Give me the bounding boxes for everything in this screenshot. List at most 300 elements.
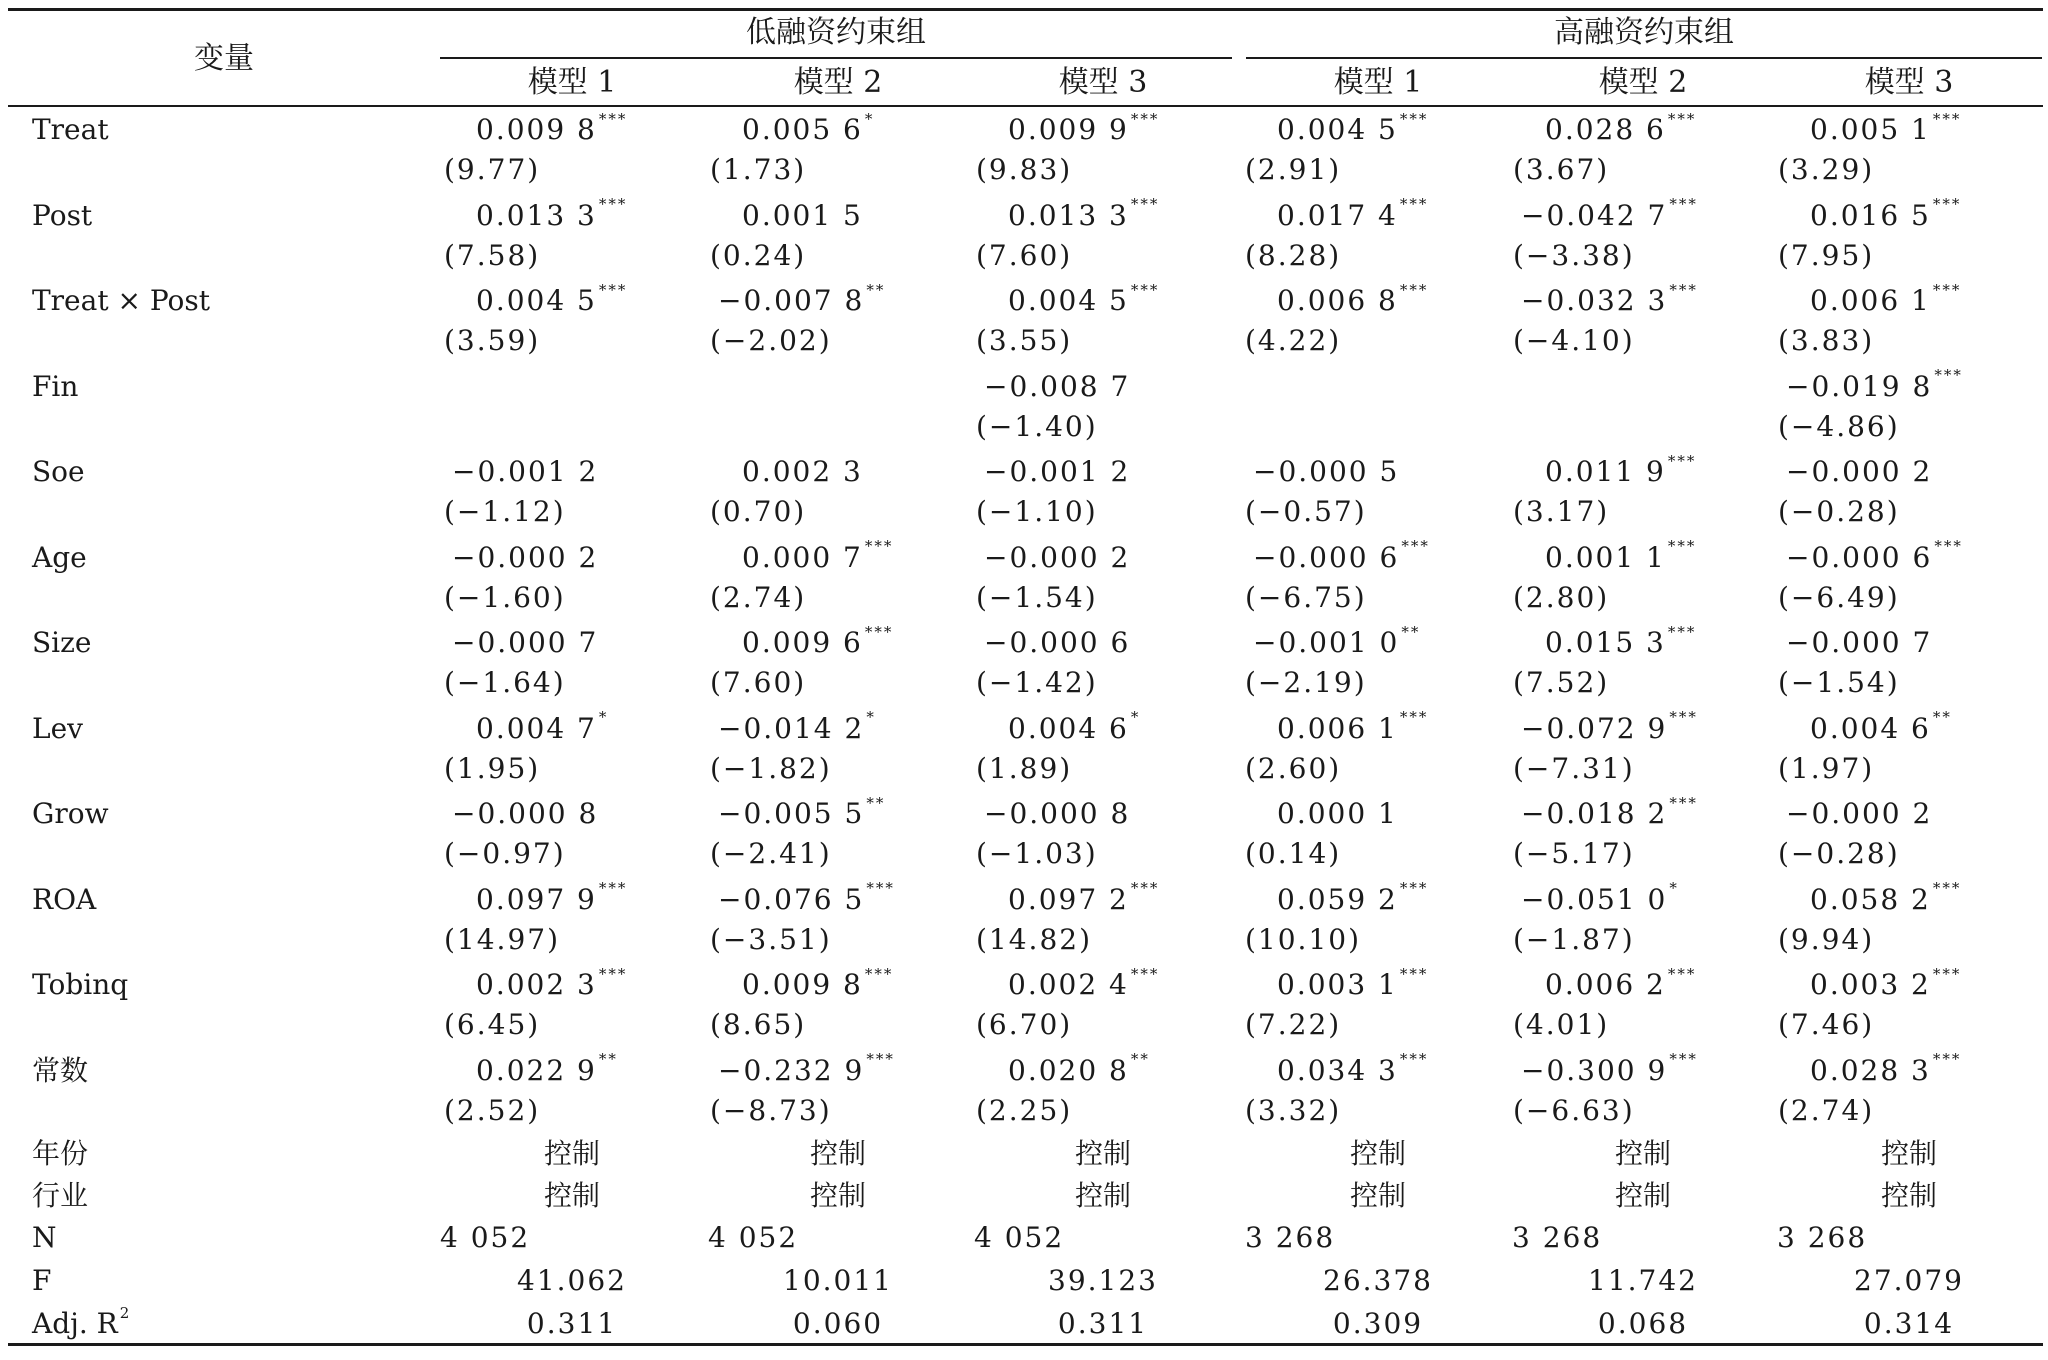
significance-stars: *** xyxy=(1669,280,1698,299)
significance-stars: ** xyxy=(1130,1050,1150,1069)
t-stat-cell: (−1.10) xyxy=(976,495,1098,528)
coefficient-cell xyxy=(742,200,863,232)
stat-value: 27.079 xyxy=(1854,1264,1964,1297)
coefficient-value: 0.097 2 xyxy=(1008,882,1129,916)
control-name: 年份 xyxy=(32,1137,89,1170)
coefficient-value: 0.015 3 xyxy=(1545,626,1666,659)
coefficient-value: 0.000 1 xyxy=(1277,797,1398,830)
coefficient-value: 0.009 8 xyxy=(476,113,597,146)
variable-name: Post xyxy=(32,198,93,232)
control-value: 控制 xyxy=(1349,1137,1407,1170)
coefficient-value: −0.000 2 xyxy=(1786,455,1933,488)
coefficient-value: 0.003 2 xyxy=(1810,968,1931,1001)
coefficient-cell xyxy=(1545,622,1697,659)
coefficient-value: −0.005 5 xyxy=(718,797,865,830)
coefficient-value: 0.004 7 xyxy=(476,711,597,745)
coefficient-cell xyxy=(718,280,886,317)
coefficient-value: −0.076 5 xyxy=(718,882,865,916)
variable-name: Treat xyxy=(32,113,109,146)
coefficient-cell xyxy=(1545,109,1697,146)
t-stat-cell: (7.95) xyxy=(1778,238,1875,272)
model-header: 模型 1 xyxy=(1333,65,1423,100)
significance-stars: *** xyxy=(864,964,894,983)
t-stat-cell: (−0.28) xyxy=(1778,495,1900,528)
stat-value: 3 268 xyxy=(1777,1221,1868,1254)
coefficient-cell xyxy=(1786,456,1932,488)
significance-stars: *** xyxy=(1669,708,1698,727)
coefficient-value: 0.005 6 xyxy=(742,113,863,146)
coefficient-cell xyxy=(984,542,1130,574)
significance-stars: *** xyxy=(1399,109,1429,128)
coefficient-value: −0.007 8 xyxy=(718,284,865,317)
coefficient-cell xyxy=(476,280,628,317)
coefficient-cell xyxy=(1277,195,1429,232)
t-stat-cell: (1.97) xyxy=(1778,751,1875,785)
stat-superscript: 2 xyxy=(119,1303,130,1322)
coefficient-cell xyxy=(476,964,628,1001)
header-rule xyxy=(8,105,2043,107)
t-stat-cell: (8.65) xyxy=(710,1008,807,1041)
t-stat-cell: (3.29) xyxy=(1778,153,1875,186)
t-stat-cell: (4.22) xyxy=(1245,324,1342,357)
coefficient-cell xyxy=(1008,109,1160,146)
coefficient-value: 0.004 6 xyxy=(1810,711,1931,745)
coefficient-cell xyxy=(476,1050,618,1087)
stat-value: 0.311 xyxy=(526,1307,618,1340)
coefficient-cell xyxy=(476,708,609,745)
coefficient-value: −0.001 2 xyxy=(984,455,1131,488)
t-stat-cell: (−3.51) xyxy=(710,922,832,956)
coefficient-value: 0.005 1 xyxy=(1810,113,1931,146)
t-stat-cell: (0.70) xyxy=(710,495,807,528)
coefficient-value: 0.034 3 xyxy=(1277,1053,1398,1087)
significance-stars: *** xyxy=(866,879,895,898)
control-value: 控制 xyxy=(1349,1179,1407,1212)
significance-stars: ** xyxy=(866,280,886,299)
t-stat-cell: (2.52) xyxy=(444,1093,541,1127)
t-stat-cell: (1.89) xyxy=(976,751,1073,785)
coefficient-cell xyxy=(718,1050,895,1087)
coefficient-value: 0.001 1 xyxy=(1545,540,1666,574)
coefficient-value: 0.006 2 xyxy=(1545,968,1666,1001)
coefficient-value: 0.006 1 xyxy=(1810,284,1931,317)
t-stat-cell: (−1.42) xyxy=(976,666,1098,699)
coefficient-cell xyxy=(476,879,628,916)
coefficient-cell xyxy=(742,109,875,146)
stat-value: 0.309 xyxy=(1332,1307,1424,1340)
stat-value: 3 268 xyxy=(1245,1221,1336,1254)
variable-name: Grow xyxy=(32,797,109,830)
coefficient-value: −0.019 8 xyxy=(1786,369,1933,403)
coefficient-value: 0.002 4 xyxy=(1008,968,1129,1001)
coefficient-value: 0.009 8 xyxy=(742,968,863,1001)
coefficient-value: −0.000 2 xyxy=(984,540,1131,574)
significance-stars: *** xyxy=(1667,109,1697,128)
coefficient-value: 0.003 1 xyxy=(1277,968,1398,1001)
coefficient-value: −0.000 2 xyxy=(1786,797,1933,830)
t-stat-cell: (−2.41) xyxy=(710,837,832,870)
t-stat-cell: (3.67) xyxy=(1513,153,1610,186)
control-value: 控制 xyxy=(1880,1137,1938,1170)
coefficient-value: 0.017 4 xyxy=(1277,198,1398,232)
t-stat-cell: (2.25) xyxy=(976,1093,1073,1127)
coefficient-cell xyxy=(984,627,1130,659)
t-stat-cell: (2.74) xyxy=(710,580,807,614)
coefficient-value: −0.232 9 xyxy=(718,1053,865,1087)
coefficient-cell xyxy=(1521,280,1698,317)
t-stat-cell: (7.46) xyxy=(1778,1008,1875,1041)
significance-stars: *** xyxy=(1130,964,1160,983)
significance-stars: *** xyxy=(1399,195,1429,214)
group-rule-low xyxy=(440,57,1232,59)
coefficient-cell xyxy=(1008,708,1141,745)
significance-stars: *** xyxy=(1399,708,1429,727)
control-value: 控制 xyxy=(1880,1179,1938,1212)
coefficient-cell xyxy=(1521,1050,1698,1087)
bottom-rule xyxy=(8,1343,2043,1346)
coefficient-cell xyxy=(1545,451,1697,488)
coefficient-cell xyxy=(984,798,1130,830)
significance-stars: * xyxy=(598,708,609,727)
coefficient-value: 0.000 7 xyxy=(742,540,863,574)
coefficient-cell xyxy=(742,964,894,1001)
control-value: 控制 xyxy=(543,1179,601,1212)
stat-value: 0.311 xyxy=(1057,1307,1149,1340)
coefficient-value: 0.013 3 xyxy=(476,198,597,232)
control-value: 控制 xyxy=(1614,1179,1672,1212)
t-stat-cell: (0.24) xyxy=(710,238,807,272)
coefficient-value: −0.300 9 xyxy=(1521,1053,1668,1087)
coefficient-cell xyxy=(1008,879,1160,916)
t-stat-cell: (−6.63) xyxy=(1513,1093,1635,1127)
coefficient-value: 0.013 3 xyxy=(1008,198,1129,232)
coefficient-value: 0.028 3 xyxy=(1810,1053,1931,1087)
coefficient-cell xyxy=(742,622,894,659)
coefficient-cell xyxy=(742,537,894,574)
coefficient-value: −0.000 5 xyxy=(1253,455,1400,488)
coefficient-cell xyxy=(476,109,628,146)
stat-value: 4 052 xyxy=(974,1221,1065,1254)
t-stat-cell: (−4.86) xyxy=(1778,409,1900,443)
variable-name: Size xyxy=(32,626,92,659)
t-stat-cell: (3.17) xyxy=(1513,495,1610,528)
stat-name: Adj. R $^2$ xyxy=(32,1303,130,1340)
significance-stars: *** xyxy=(1669,195,1698,214)
t-stat-cell: (−2.02) xyxy=(710,324,832,357)
stat-value: 39.123 xyxy=(1048,1264,1158,1297)
coefficient-value: −0.008 7 xyxy=(984,369,1131,403)
significance-stars: *** xyxy=(1932,280,1962,299)
significance-stars: ** xyxy=(1932,708,1952,727)
significance-stars: * xyxy=(866,708,876,727)
significance-stars: *** xyxy=(1130,195,1160,214)
coefficient-value: −0.072 9 xyxy=(1521,711,1668,745)
significance-stars: *** xyxy=(1932,1050,1962,1069)
top-rule xyxy=(8,8,2043,11)
coefficient-value: 0.004 5 xyxy=(476,284,597,317)
t-stat-cell: (−0.57) xyxy=(1245,495,1367,528)
coefficient-value: 0.016 5 xyxy=(1810,198,1931,232)
coefficient-value: 0.009 6 xyxy=(742,626,863,659)
coefficient-value: −0.001 2 xyxy=(452,455,599,488)
significance-stars: *** xyxy=(1932,195,1962,214)
t-stat-cell: (−1.82) xyxy=(710,751,832,785)
variable-name: Fin xyxy=(32,369,79,403)
coefficient-value: −0.032 3 xyxy=(1521,284,1668,317)
coefficient-value: 0.097 9 xyxy=(476,882,597,916)
t-stat-cell: (3.32) xyxy=(1245,1093,1342,1127)
t-stat-cell: (−1.12) xyxy=(444,495,566,528)
significance-stars: *** xyxy=(598,879,628,898)
coefficient-value: 0.002 3 xyxy=(476,968,597,1001)
significance-stars: *** xyxy=(1667,537,1697,556)
significance-stars: ** xyxy=(866,793,886,812)
variable-name: Age xyxy=(32,540,87,574)
group-rule-high xyxy=(1246,57,2042,59)
significance-stars: *** xyxy=(1399,879,1429,898)
coefficient-cell xyxy=(984,456,1130,488)
t-stat-cell: (−1.40) xyxy=(976,409,1098,443)
significance-stars: *** xyxy=(598,109,628,128)
coefficient-value: 0.002 3 xyxy=(742,455,863,488)
variable-name: Soe xyxy=(32,455,85,488)
control-value: 控制 xyxy=(809,1137,867,1170)
t-stat-cell: (7.52) xyxy=(1513,666,1610,699)
stat-name: N xyxy=(32,1221,57,1254)
t-stat-cell: (−3.38) xyxy=(1513,238,1635,272)
group-high-header: 高融资约束组 xyxy=(1554,15,1734,50)
model-header: 模型 2 xyxy=(793,65,883,100)
coefficient-cell xyxy=(476,195,628,232)
model-header: 模型 3 xyxy=(1058,65,1148,100)
significance-stars: ** xyxy=(1401,622,1421,641)
significance-stars: *** xyxy=(1130,879,1160,898)
t-stat-cell: (−6.49) xyxy=(1778,580,1900,614)
coefficient-cell xyxy=(452,542,598,574)
significance-stars: *** xyxy=(1667,451,1697,470)
t-stat-cell: (2.91) xyxy=(1245,153,1342,186)
t-stat-cell: (−0.28) xyxy=(1778,837,1900,870)
stat-value: 0.068 xyxy=(1597,1307,1689,1340)
t-stat-cell: (9.77) xyxy=(444,153,541,186)
coefficient-cell xyxy=(1786,627,1932,659)
model-header: 模型 1 xyxy=(527,65,617,100)
coefficient-value: 0.001 5 xyxy=(742,198,863,232)
significance-stars: *** xyxy=(1934,537,1963,556)
coefficient-cell xyxy=(1786,537,1963,574)
t-stat-cell: (3.55) xyxy=(976,324,1073,357)
control-value: 控制 xyxy=(1614,1137,1672,1170)
control-name: 行业 xyxy=(32,1179,89,1212)
coefficient-value: −0.000 2 xyxy=(452,540,599,574)
stat-value: 10.011 xyxy=(783,1264,893,1297)
t-stat-cell: (−1.03) xyxy=(976,837,1098,870)
coefficient-cell xyxy=(1810,1050,1962,1087)
significance-stars: *** xyxy=(1667,622,1697,641)
coefficient-value: −0.000 8 xyxy=(984,797,1131,830)
coefficient-cell xyxy=(1786,798,1932,830)
t-stat-cell: (7.60) xyxy=(710,666,807,699)
variable-name: Lev xyxy=(32,711,83,745)
coefficient-cell xyxy=(718,879,895,916)
coefficient-cell xyxy=(452,456,598,488)
coefficient-cell xyxy=(1253,622,1421,659)
coefficient-value: −0.018 2 xyxy=(1521,797,1668,830)
t-stat-cell: (7.22) xyxy=(1245,1008,1342,1041)
t-stat-cell: (−7.31) xyxy=(1513,751,1635,785)
coefficient-value: −0.000 6 xyxy=(1786,540,1933,574)
group-low-header: 低融资约束组 xyxy=(746,15,926,50)
coefficient-cell xyxy=(1008,964,1160,1001)
t-stat-cell: (−0.97) xyxy=(444,837,566,870)
coefficient-value: 0.004 5 xyxy=(1008,284,1129,317)
significance-stars: * xyxy=(1130,708,1141,727)
coefficient-value: −0.000 8 xyxy=(452,797,599,830)
coefficient-cell xyxy=(1277,1050,1429,1087)
model-header: 模型 3 xyxy=(1864,65,1954,100)
stat-name: F xyxy=(32,1264,52,1297)
coefficient-value: −0.000 6 xyxy=(1253,540,1400,574)
t-stat-cell: (−1.54) xyxy=(1778,666,1900,699)
coefficient-cell xyxy=(1545,537,1697,574)
coefficient-cell xyxy=(1277,879,1429,916)
significance-stars: *** xyxy=(1932,879,1962,898)
significance-stars: *** xyxy=(1399,1050,1429,1069)
t-stat-cell: (−1.60) xyxy=(444,580,566,614)
t-stat-cell: (9.94) xyxy=(1778,922,1875,956)
t-stat-cell: (3.83) xyxy=(1778,324,1875,357)
significance-stars: * xyxy=(864,109,875,128)
coefficient-cell xyxy=(1008,195,1160,232)
variable-name: Tobinq xyxy=(32,968,129,1001)
coefficient-value: 0.059 2 xyxy=(1277,882,1398,916)
coefficient-value: 0.011 9 xyxy=(1545,455,1666,488)
model-header: 模型 2 xyxy=(1598,65,1688,100)
significance-stars: *** xyxy=(598,280,628,299)
coefficient-cell xyxy=(1277,109,1429,146)
coefficient-value: 0.058 2 xyxy=(1810,882,1931,916)
coefficient-value: 0.004 5 xyxy=(1277,113,1398,146)
coefficient-cell xyxy=(1810,195,1962,232)
coefficient-value: −0.001 0 xyxy=(1253,626,1400,659)
coefficient-cell xyxy=(1810,708,1952,745)
coefficient-cell xyxy=(1810,879,1962,916)
significance-stars: *** xyxy=(1130,280,1160,299)
significance-stars: * xyxy=(1669,879,1679,898)
t-stat-cell: (7.58) xyxy=(444,238,541,272)
t-stat-cell: (−5.17) xyxy=(1513,837,1635,870)
t-stat-cell: (−8.73) xyxy=(710,1093,832,1127)
control-value: 控制 xyxy=(1074,1179,1132,1212)
t-stat-cell: (−4.10) xyxy=(1513,324,1635,357)
t-stat-cell: (3.59) xyxy=(444,324,541,357)
t-stat-cell: (4.01) xyxy=(1513,1008,1610,1041)
coefficient-cell xyxy=(718,793,886,830)
coefficient-cell xyxy=(1277,280,1429,317)
coefficient-value: 0.006 1 xyxy=(1277,711,1398,745)
t-stat-cell: (14.82) xyxy=(976,922,1093,956)
t-stat-cell: (−1.54) xyxy=(976,580,1098,614)
t-stat-cell: (1.95) xyxy=(444,751,541,785)
variable-header: 变量 xyxy=(194,41,254,76)
coefficient-cell xyxy=(1277,798,1398,830)
coefficient-cell xyxy=(1008,280,1160,317)
t-stat-cell: (1.73) xyxy=(710,153,807,186)
stat-value: 4 052 xyxy=(708,1221,799,1254)
t-stat-cell: (6.70) xyxy=(976,1008,1073,1041)
significance-stars: *** xyxy=(1399,964,1429,983)
t-stat-cell: (2.80) xyxy=(1513,580,1610,614)
control-value: 控制 xyxy=(543,1137,601,1170)
t-stat-cell: (−6.75) xyxy=(1245,580,1367,614)
coefficient-value: 0.009 9 xyxy=(1008,113,1129,146)
significance-stars: *** xyxy=(866,1050,895,1069)
t-stat-cell: (10.10) xyxy=(1245,922,1362,956)
t-stat-cell: (−2.19) xyxy=(1245,666,1367,699)
significance-stars: *** xyxy=(1932,109,1962,128)
coefficient-cell xyxy=(1810,280,1962,317)
coefficient-cell xyxy=(718,708,876,745)
stat-value: 4 052 xyxy=(440,1221,531,1254)
coefficient-value: 0.020 8 xyxy=(1008,1053,1129,1087)
significance-stars: *** xyxy=(1401,537,1430,556)
stat-value: 11.742 xyxy=(1588,1264,1698,1297)
significance-stars: *** xyxy=(1934,366,1963,385)
coefficient-cell xyxy=(1277,964,1429,1001)
coefficient-cell xyxy=(1545,964,1697,1001)
control-value: 控制 xyxy=(1074,1137,1132,1170)
significance-stars: *** xyxy=(598,964,628,983)
coefficient-cell xyxy=(452,798,598,830)
t-stat-cell: (2.74) xyxy=(1778,1093,1875,1127)
coefficient-cell xyxy=(1277,708,1429,745)
t-stat-cell: (2.60) xyxy=(1245,751,1342,785)
coefficient-value: 0.028 6 xyxy=(1545,113,1666,146)
variable-name: Treat × Post xyxy=(32,284,211,317)
coefficient-cell xyxy=(1810,964,1962,1001)
t-stat-cell: (0.14) xyxy=(1245,837,1342,870)
variable-name: ROA xyxy=(32,882,97,916)
significance-stars: *** xyxy=(598,195,628,214)
coefficient-value: 0.006 8 xyxy=(1277,284,1398,317)
coefficient-value: 0.022 9 xyxy=(476,1053,597,1087)
t-stat-cell: (−1.87) xyxy=(1513,922,1635,956)
significance-stars: *** xyxy=(864,537,894,556)
significance-stars: *** xyxy=(1667,964,1697,983)
coefficient-value: −0.051 0 xyxy=(1521,882,1668,916)
coefficient-cell xyxy=(1810,109,1962,146)
coefficient-cell xyxy=(1521,195,1698,232)
coefficient-cell xyxy=(1786,366,1963,403)
coefficient-value: −0.000 7 xyxy=(452,626,599,659)
stat-value: 0.060 xyxy=(792,1307,884,1340)
significance-stars: *** xyxy=(1932,964,1962,983)
t-stat-cell: (6.45) xyxy=(444,1008,541,1041)
coefficient-value: −0.014 2 xyxy=(718,711,865,745)
t-stat-cell: (8.28) xyxy=(1245,238,1342,272)
control-value: 控制 xyxy=(809,1179,867,1212)
significance-stars: *** xyxy=(1669,1050,1698,1069)
stat-value: 41.062 xyxy=(517,1264,627,1297)
significance-stars: *** xyxy=(864,622,894,641)
coefficient-cell xyxy=(1521,879,1679,916)
significance-stars: *** xyxy=(1399,280,1429,299)
t-stat-cell: (−1.64) xyxy=(444,666,566,699)
coefficient-cell xyxy=(984,371,1130,403)
coefficient-cell xyxy=(452,627,598,659)
significance-stars: *** xyxy=(1669,793,1698,812)
stat-value: 0.314 xyxy=(1863,1307,1955,1340)
